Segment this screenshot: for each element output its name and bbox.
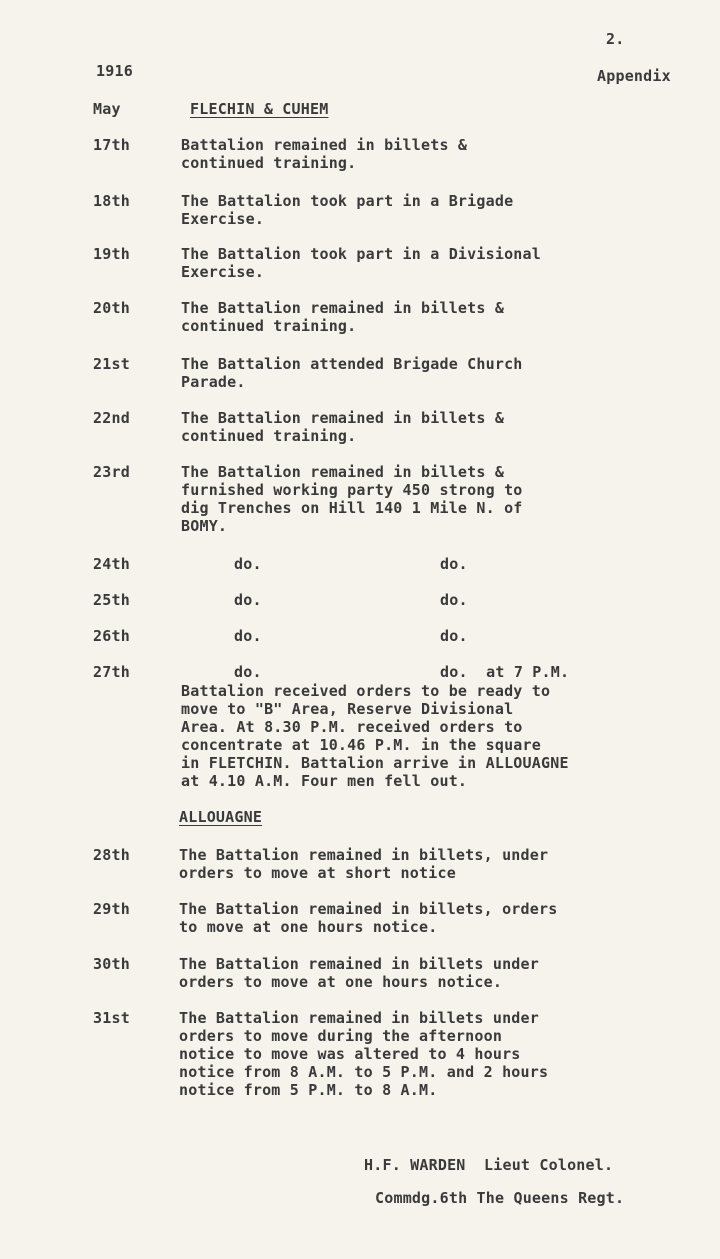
year: 1916 [96,62,133,80]
entry-text: The Battalion remained in billets under orders to move at one hours notice. [179,955,539,991]
ditto-mark: do. [234,591,262,609]
ditto-mark: do. [234,627,262,645]
entry-text: The Battalion remained in billets under orders to move during the afternoon notice to move was altered to 4 hours notice from 8 A.M. to 5 P.M. and 2 hours notice from 5 P.M. to 8 A.M. [179,1009,549,1099]
ditto-mark: do. [440,555,468,573]
entry-text: The Battalion remained in billets, under orders to move at short notice [179,846,549,882]
entry-day: 24th [93,555,130,573]
entry-day: 27th [93,663,130,681]
entry-text: The Battalion remained in billets & furnished working party 450 strong to dig Trenches on Hill 140 1 Mile N. of BOMY. [181,463,523,535]
entry-day: 29th [93,900,130,918]
entry-text: The Battalion remained in billets & continued training. [181,409,505,445]
month: May [93,100,121,118]
entry-text: The Battalion took part in a Divisional Exercise. [181,245,541,281]
entry-day: 22nd [93,409,130,427]
entry-text: The Battalion took part in a Brigade Exercise. [181,192,514,228]
entry-day: 23rd [93,463,130,481]
signature-unit: Commdg.6th The Queens Regt. [375,1189,625,1207]
entry-text: The Battalion remained in billets, orders to move at one hours notice. [179,900,558,936]
entry-text: The Battalion attended Brigade Church Parade. [181,355,523,391]
ditto-mark: do. at 7 P.M. [440,663,570,681]
signature-name: H.F. WARDEN Lieut Colonel. [364,1156,614,1174]
entry-text: Battalion remained in billets & continued training. [181,136,468,172]
entry-text: Battalion received orders to be ready to move to "B" Area, Reserve Divisional Area. At 8.30 P.M. received orders to concentrate at 10.46 P.M. in the square in FLETCHIN. Battalion arrive in ALLOUAGNE at 4.10 A.M. Four men fell out. [181,682,569,790]
ditto-mark: do. [440,591,468,609]
ditto-mark: do. [440,627,468,645]
entry-day: 25th [93,591,130,609]
page-number: 2. [606,30,625,48]
entry-day: 20th [93,299,130,317]
appendix-label: Appendix [597,67,671,85]
entry-day: 21st [93,355,130,373]
ditto-mark: do. [234,663,262,681]
entry-day: 28th [93,846,130,864]
entry-day: 31st [93,1009,130,1027]
entry-text: The Battalion remained in billets & continued training. [181,299,505,335]
entry-day: 26th [93,627,130,645]
ditto-mark: do. [234,555,262,573]
section-heading-flechin: FLECHIN & CUHEM [190,100,329,118]
entry-day: 30th [93,955,130,973]
entry-day: 19th [93,245,130,263]
entry-day: 17th [93,136,130,154]
section-heading-allouagne: ALLOUAGNE [179,808,263,826]
entry-day: 18th [93,192,130,210]
